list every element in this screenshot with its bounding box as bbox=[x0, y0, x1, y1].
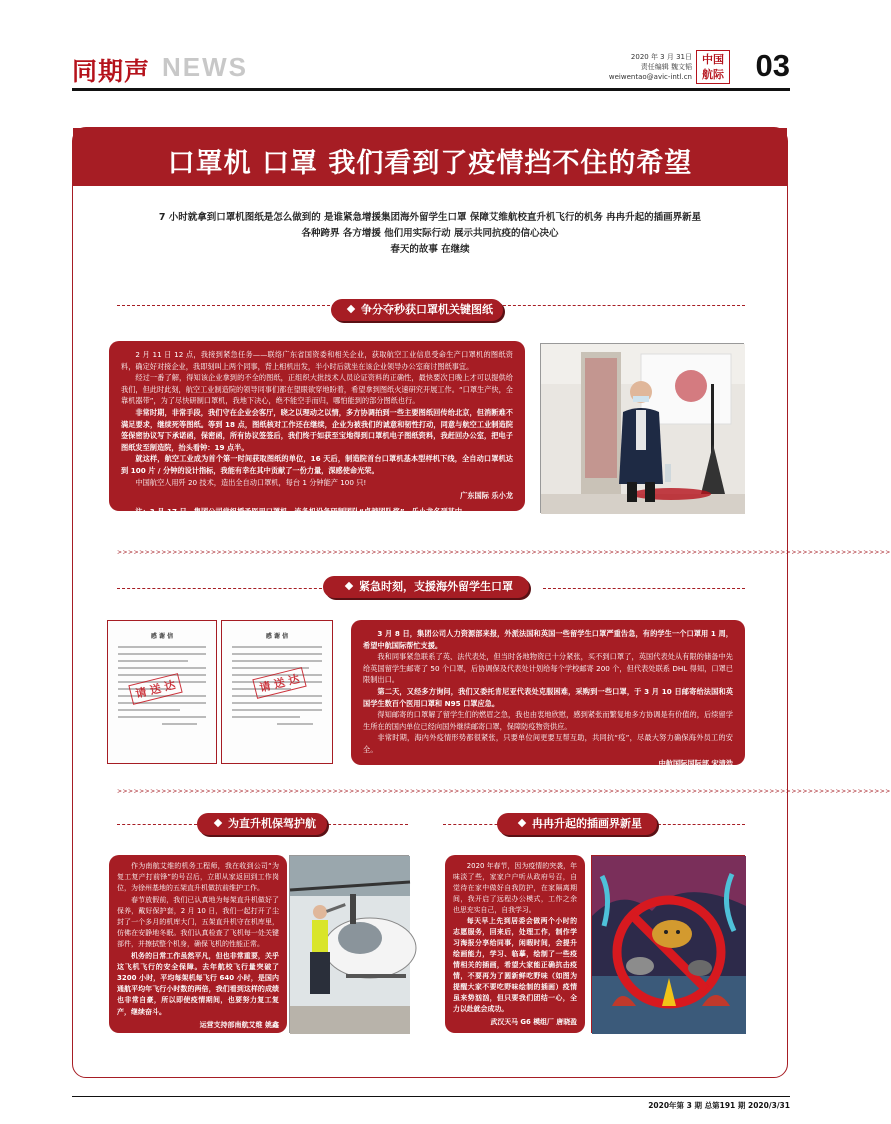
masthead-rule bbox=[72, 88, 790, 91]
divider-right-2 bbox=[543, 588, 745, 589]
section4-p1: 2020 年春节，因为疫情的突袭，年味淡了些，家家户户听从政府号召，自觉待在家中做好自我防护，在家隔离期间，我开启了远程办公模式，工作之余也思充实自己，自我学习。 bbox=[453, 862, 577, 914]
diamond-icon bbox=[214, 819, 222, 827]
section3-p1: 作为南航艾维的机务工程师，我在收到公司“为复工复产打前锋”的号召后，立即从家返回到工作岗位，为徐州基地的五架直升机做抗前维护工作。 bbox=[117, 862, 279, 893]
editor-email[interactable]: weiwentao@avic-intl.cn bbox=[608, 73, 692, 81]
news-label: NEWS bbox=[162, 52, 248, 82]
man-at-exhibit-illustration bbox=[541, 344, 745, 514]
section4-title: 冉冉升起的插画界新星 bbox=[532, 817, 642, 830]
section1-photo bbox=[540, 343, 744, 513]
arrow-divider-1: >>>>>>>>>>>>>>>>>>>>>>>>>>>>>>>>>>>>>>>>>>>>>>>>>>>>>>>>>>>>>>>>>>>>>>>>>>>>>>>>>>>>>>>>>>>>>>>>>>>>>>>>>>>>>>>>>>>>>>>>>>>>>>>>>>>>>>>>>>>> bbox=[117, 549, 891, 556]
section1-p3: 非常时期，非常手段，我们守在企业会客厅，晓之以理动之以情，多方协调拍到一些主要图纸回传给北京，但消断难不满足要求，继续死等图纸。等到 18 点，图纸核对工作还在继续，企业为被我们的诚意和韧性打动，同意与航空工业制造院签保密协议写下承诺函，保密函，所有协议签签后，我们终于如获至宝地得到口罩机电子图纸资料，我赶回办公室，把电子图纸发至制造院，抬头看钟：19 点半。 bbox=[121, 407, 513, 452]
thank-you-letter-2 bbox=[221, 620, 333, 764]
arrow-divider-2: >>>>>>>>>>>>>>>>>>>>>>>>>>>>>>>>>>>>>>>>>>>>>>>>>>>>>>>>>>>>>>>>>>>>>>>>>>>>>>>>>>>>>>>>>>>>>>>>>>>>>>>>>>>>>>>>>>>>>>>>>>>>>>>>>>>>>>>>>>>> bbox=[117, 788, 891, 795]
section2-note: 注：图片为集团公司赴法国和英国访问学者、航空青年骨干留学项目学员发来的感谢信。 bbox=[377, 774, 658, 784]
section2-title-pill bbox=[323, 576, 529, 598]
section1-title-pill bbox=[331, 299, 503, 321]
subheads bbox=[93, 210, 767, 258]
page-number: 03 bbox=[755, 48, 790, 83]
divider-left-2 bbox=[117, 588, 327, 589]
letter-2-stamp: 请 送 达 bbox=[252, 667, 306, 699]
section3-text-box bbox=[109, 855, 287, 1033]
masthead bbox=[72, 48, 790, 90]
section1-p2: 经过一番了解，得知该企业拿到的不全的图纸，正组织大批技术人员论证资料的正确性，最快要次日晚上才可以提供给我们，但此时此刻，航空工业制造院的领导同事们都在望眼欲穿地盼着，希望拿到图纸火速研究开展工作。“口罩生产快，全靠机器带”，为了尽快研制口罩机，我地下决心，绝不能空手而归，哪怕能到的部分图纸也行。 bbox=[121, 373, 513, 406]
section4-illustration bbox=[591, 855, 745, 1033]
article-frame bbox=[72, 127, 891, 1078]
section2-sign: 中航国际国际部 宋清浩 bbox=[658, 758, 733, 768]
diamond-icon bbox=[347, 305, 355, 313]
section3-sign: 运营支持部南航艾维 姚鑫 bbox=[199, 1020, 279, 1029]
section2-p4: 得知邮寄的口罩解了留学生们的燃眉之急，我也由衷地欣慰，感到紧张而繁复地多方协调是有价值的，后续留学生所在的国内单位已经向国外继续邮寄口罩，保障防疫物资供应。 bbox=[363, 710, 733, 731]
subhead-3: 春天的故事 在继续 bbox=[390, 244, 470, 255]
logo-line-2: 航际 bbox=[702, 68, 724, 81]
section3-title-pill bbox=[197, 813, 327, 835]
section3-title: 为直升机保驾护航 bbox=[228, 817, 316, 830]
logo-line-1: 中国 bbox=[702, 53, 724, 66]
section1-title: 争分夺秒获口罩机关键图纸 bbox=[361, 303, 493, 316]
section3-p3: 机务的日常工作虽然平凡，但也非常重要，关乎这飞机飞行的安全保障。去年航校飞行量突破了 3200 小时，平均每架机每飞行 640 小时，是国内通航平均年飞行小时数的两倍，我们看到这样的成绩也非常自豪，所以即使疫情期间，也要努力复工复产，继续奋斗。 bbox=[117, 951, 279, 1016]
section1-note: 注：3 月 17 日，集团公司党组授予医用口罩机、连条机设备研制团队“卓越团队奖”，乐小龙名列其中。 bbox=[135, 506, 470, 516]
section1-p5: 中国航空人用歼 20 技术，造出全自动口罩机，每台 1 分钟能产 100 只! bbox=[135, 477, 367, 487]
section3-p2: 春节放假前，我们已认真地为每架直升机做好了保养，戴好保护套，2 月 10 日，我们一起打开了尘封了一个多月的机库大门，五架直升机守在机库里，仿佛在安静地冬眠。我们认真检查了飞机每一处关键部件，并擦拭整个机身，确保飞机的性能正常。 bbox=[117, 895, 279, 949]
divider-3-right bbox=[328, 824, 408, 825]
diamond-icon bbox=[518, 819, 526, 827]
section2-p1: 3 月 8 日，集团公司人力资源部来报，外派法国和英国一些留学生口罩严重告急，有的学生一个口罩用 1 周，希望中航国际帮忙支援。 bbox=[363, 629, 733, 650]
issue-footer: 2020年第 3 期 总第191 期 2020/3/31 bbox=[648, 1101, 790, 1110]
section4-p2: 每天早上先到居委会做两个小时的志愿服务，回来后，处理工作，制作学习海报分享给同事，闲暇时间，会提升绘画能力，学习、临摹，绘制了一些疫情相关的插画，希望大家能正确抗击疫情，不要再为了圆新鲜吃野味（如图为提醒大家不要吃野味绘制的插画）疫情虽来势汹汹，但只要我们团结一心，全力以赴就会成功。 bbox=[453, 917, 577, 1013]
divider-4-right bbox=[653, 824, 745, 825]
letter-1-title: 感 谢 信 bbox=[150, 633, 174, 640]
divider-right bbox=[493, 305, 745, 306]
section3-photo bbox=[289, 855, 409, 1033]
section2-p3: 第二天，又经多方询问，我们又委托肯尼亚代表处克服困难，采购到一些口罩，于 3 月 10 日邮寄给法国和英国学生数百个医用口罩和 N95 口罩应急。 bbox=[363, 686, 733, 708]
section1-p1: 2 月 11 日 12 点，我接到紧急任务——联络广东省国资委和相关企业，获取航空工业信息受命生产口罩机的图纸资料，确定好对接企业，我即刻叫上两个同事，背上相机出发，半小时后就坐在该企业领导办公室商讨图纸事宜。 bbox=[121, 350, 513, 371]
section2-p2: 我和同事紧急联系了英、法代表处，但当时各地物资已十分紧张，买不到口罩了，英国代表处从有限的储备中先给英国留学生邮寄了 50 个口罩，后协调保及代表处计划给每个学校邮寄 200 个，但代表处联系 DHL 得知，口罩已限制出口。 bbox=[363, 652, 733, 685]
section4-sign: 武汉天马 G6 模组厂 唐晓盈 bbox=[490, 1018, 577, 1026]
section4-text-box bbox=[445, 855, 585, 1033]
letter-1-stamp: 请 送 达 bbox=[128, 673, 182, 705]
section1-p4: 就这样，航空工业成为首个第一时间获取图纸的单位，16 天后，制造院首台口罩机基本型样机下线，全自动口罩机达到 100 片 / 分钟的设计指标，我能有幸在其中贡献了一份力量，深感使命光荣。 bbox=[121, 454, 513, 475]
thank-you-letter-1 bbox=[107, 620, 217, 764]
section4-title-pill bbox=[497, 813, 657, 835]
footer-rule bbox=[72, 1096, 790, 1097]
section2-p5: 非常时期，海内外疫情形势都很紧张，只要单位间更要互帮互助，共同抗“疫”，尽最大努力确保海外员工的安全。 bbox=[363, 733, 733, 754]
section1-sign: 广东国际 乐小龙 bbox=[460, 491, 513, 501]
section1-text-box bbox=[109, 341, 525, 516]
masthead-meta bbox=[609, 52, 692, 82]
diamond-icon bbox=[345, 582, 353, 590]
subhead-2: 各种跨界 各方增援 他们用实际行动 展示共同抗疫的信心决心 bbox=[301, 228, 559, 239]
no-wild-animals-poster-illustration bbox=[592, 856, 746, 1034]
section-title: 同期声 bbox=[72, 57, 151, 86]
section2-title: 紧急时刻，支援海外留学生口罩 bbox=[359, 580, 513, 593]
issue-date: 2020 年 3 月 31日 bbox=[630, 53, 692, 61]
avic-intl-logo bbox=[696, 50, 730, 84]
helicopter-mechanic-illustration bbox=[290, 856, 410, 1034]
letter-2-title: 感 谢 信 bbox=[265, 633, 289, 640]
headline-bar bbox=[73, 128, 787, 186]
divider-3-left bbox=[117, 824, 197, 825]
section2-text-box bbox=[351, 620, 745, 784]
subhead-1: 7 小时就拿到口罩机图纸是怎么做到的 是谁紧急增援集团海外留学生口罩 保障艾维航校直升机飞行的机务 冉冉升起的插画界新星 bbox=[158, 212, 702, 223]
editor: 责任编辑 魏文韬 bbox=[640, 63, 692, 71]
headline: 口罩机 口罩 我们看到了疫情挡不住的希望 bbox=[167, 148, 693, 179]
